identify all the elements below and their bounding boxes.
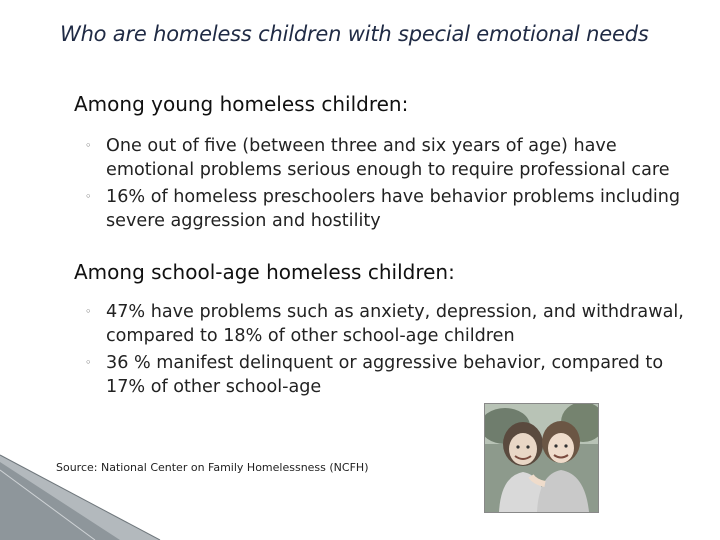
list-item [85, 351, 700, 399]
bullet-icon: ◦ [85, 305, 92, 318]
section-heading-school-age: Among school-age homeless children: [74, 260, 455, 284]
source-citation: Source: National Center on Family Homelessness (NCFH) [56, 461, 369, 474]
bullet-text: 36 % manifest delinquent or aggressive behavior, compared to 17% of other school-age [106, 353, 664, 397]
slide-title: Who are homeless children with special emotional needs [60, 22, 649, 46]
bullet-list-school-age [85, 300, 700, 399]
list-item [85, 185, 700, 233]
two-children-photo-icon [484, 403, 599, 513]
list-item [85, 300, 700, 348]
list-item [85, 134, 700, 182]
bullet-text: 47% have problems such as anxiety, depression, and withdrawal, compared to 18% of other school-age children [106, 302, 684, 346]
bullet-icon: ◦ [85, 356, 92, 369]
bullet-icon: ◦ [85, 139, 92, 152]
section-heading-young: Among young homeless children: [74, 92, 409, 116]
bullet-text: 16% of homeless preschoolers have behavior problems including severe aggression and hostility [106, 187, 681, 231]
bullet-icon: ◦ [85, 190, 92, 203]
bullet-text: One out of five (between three and six years of age) have emotional problems serious enough to require professional care [106, 136, 670, 180]
bullet-list-young [85, 134, 700, 233]
